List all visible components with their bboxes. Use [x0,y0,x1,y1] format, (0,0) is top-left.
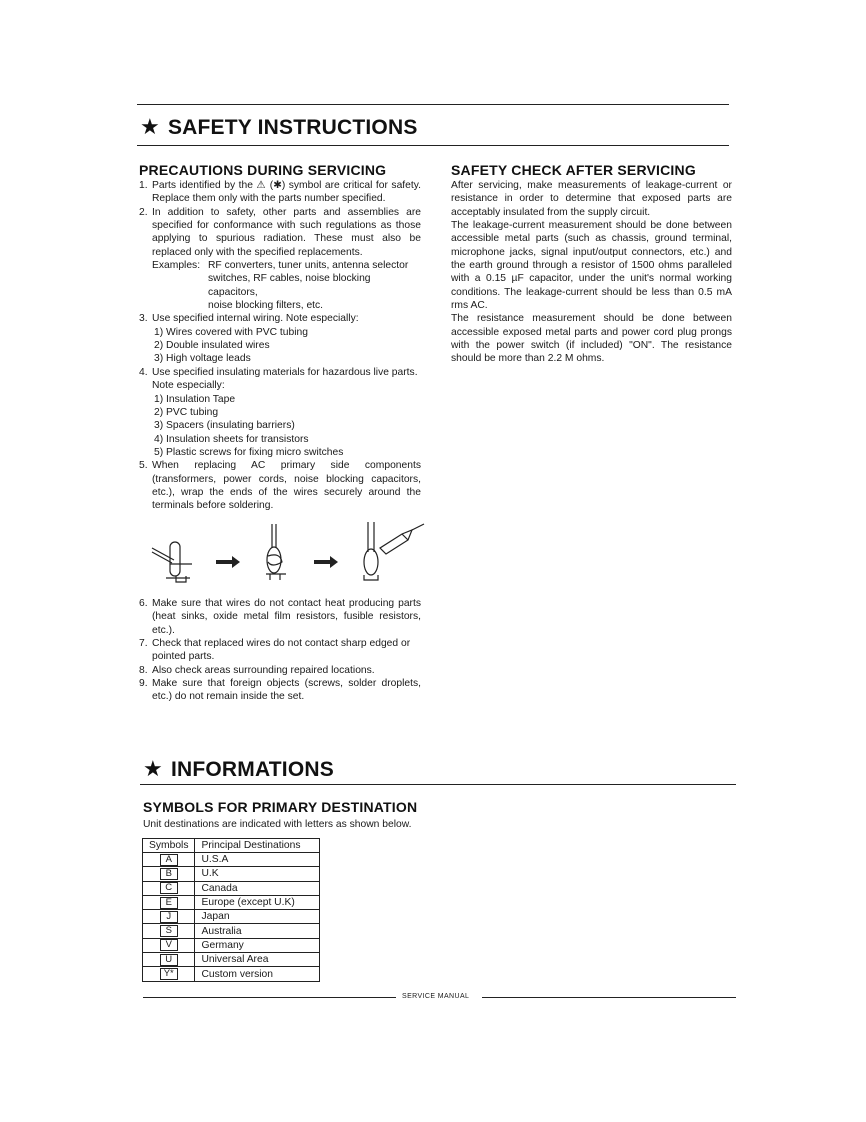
item-number: 7. [139,638,148,650]
destination-cell: Germany [195,938,320,952]
table-row [143,924,320,938]
sub-item: 2) Double insulated wires [154,340,270,352]
symbols-heading: SYMBOLS FOR PRIMARY DESTINATION [143,799,418,815]
destination-cell: Canada [195,881,320,895]
item-text: Parts identified by the ⚠ (✱) symbol are critical for safety. Replace them only with the parts number specified. [152,180,421,205]
item-number: 8. [139,664,148,676]
item-number: 5. [139,460,148,472]
precaution-item-2 [139,206,421,313]
sub-item: 3) High voltage leads [154,353,251,365]
destination-cell: Custom version [195,967,320,981]
informations-title-text: INFORMATIONS [170,758,334,781]
item-text: Make sure that foreign objects (screws, solder droplets, etc.) do not remain inside the set. [152,678,421,703]
table-header-row [143,839,320,853]
precautions-list-continued [139,597,421,704]
terminal-wrapped-figure [266,524,286,580]
item-number: 2. [139,206,148,218]
safety-check-paragraph-2: The leakage-current measurement should be done between accessible metal parts (such as chassis, ground terminal, microphone jacks, signal input/output connectors, etc.) and the earth ground through a resistor of 1500 ohms paralleled with a 0.15 µF capacitor, under the unit's normal working conditions. The leakage-current should be less than 0.5 mA rms AC. [451,220,732,312]
item-text: When replacing AC primary side components (transformers, power cords, noise blocking capacitors, etc.), wrap the ends of the wires securely around the terminals before soldering. [152,460,421,512]
top-rule [137,104,729,105]
safety-check-text [451,179,732,366]
sub-item: 1) Insulation Tape [154,393,236,405]
sub-item: 5) Plastic screws for fixing micro switches [154,446,344,458]
symbol-code: E [160,897,178,909]
safety-title-rule [137,145,729,146]
precautions-heading: PRECAUTIONS DURING SERVICING [139,162,387,178]
destination-table [142,838,320,982]
sub-item: 3) Spacers (insulating barriers) [154,420,295,432]
precaution-item-7 [139,637,421,664]
table-row [143,881,320,895]
safety-check-paragraph-1: After servicing, make measurements of leakage-current or resistance in order to determine that exposed parts are acceptably insulated from the supply circuit. [451,180,732,218]
item-text: In addition to safety, other parts and assemblies are specified for conformance with such regulations as those applying to spurious radiation. These must also be replaced only with the specified replacements. [152,206,421,258]
precaution-item-9 [139,677,421,704]
table-row [143,938,320,952]
precaution-item-8 [139,664,421,677]
item-number: 9. [139,678,148,690]
note-label: Note especially: [152,380,225,392]
safety-title [140,114,418,140]
sub-item: 2) PVC tubing [154,406,219,418]
terminal-with-wire-figure [152,542,192,582]
precautions-list-2 [139,597,421,704]
table-row [143,953,320,967]
symbols-intro: Unit destinations are indicated with letters as shown below. [143,819,412,830]
star-icon: ★ [140,114,160,139]
destination-cell: Universal Area [195,953,320,967]
column-header-symbols: Symbols [143,839,195,853]
precaution-item-6 [139,597,421,637]
destination-cell: Europe (except U.K) [195,895,320,909]
table-row [143,967,320,981]
item-text: Make sure that wires do not contact heat producing parts (heat sinks, oxide metal film resistors, fusible resistors, etc.). [152,598,421,636]
symbol-code: S [160,925,178,937]
destination-cell: U.S.A [195,853,320,867]
precautions-list [139,179,421,513]
item-text: Check that replaced wires do not contact sharp edged or pointed parts. [152,638,411,663]
item-number: 6. [139,598,148,609]
precaution-item-5 [139,459,421,512]
symbol-code: C [160,882,178,894]
wire-wrapping-diagram [140,518,440,588]
destination-cell: Japan [195,910,320,924]
table-row [143,867,320,881]
symbol-code: B [160,868,178,880]
examples-line-3: noise blocking filters, etc. [208,300,324,312]
informations-title [143,756,334,782]
examples-line-1: RF converters, tuner units, antenna selector [208,260,409,272]
column-header-destinations: Principal Destinations [195,839,320,853]
footer-rule-left [143,997,396,998]
star-icon: ★ [143,756,163,781]
table-row [143,895,320,909]
table-row [143,910,320,924]
symbol-code: Y* [160,968,178,980]
destination-cell: U.K [195,867,320,881]
footer-rule-right [482,997,736,998]
safety-check-paragraph-3: The resistance measurement should be done between accessible exposed metal parts and power cord plug prongs with the power switch (if included) "ON". The resistance should be more than 2.2 M ohms. [451,313,732,365]
footer-label: SERVICE MANUAL [402,993,470,1000]
item-text: Use specified insulating materials for hazardous live parts. [152,366,418,378]
precautions-list-block [139,179,421,513]
examples-label: Examples: [152,260,201,272]
safety-check-heading: SAFETY CHECK AFTER SERVICING [451,162,696,178]
precaution-item-4 [139,366,421,459]
item-text: Also check areas surrounding repaired locations. [152,664,375,676]
safety-title-text: SAFETY INSTRUCTIONS [167,116,418,139]
symbol-code: A [160,854,178,866]
table-row [143,853,320,867]
item-number: 1. [139,180,148,191]
precaution-item-1 [139,179,421,206]
symbol-code: U [160,954,178,966]
item-number: 3. [139,313,148,325]
right-arrow-icon [216,556,240,568]
right-arrow-icon [314,556,338,568]
informations-title-rule [140,784,736,785]
examples-line-2: switches, RF cables, noise blocking capacitors, [208,273,371,298]
destination-cell: Australia [195,924,320,938]
symbol-code: V [160,939,178,951]
soldering-iron-figure [364,522,424,580]
sub-item: 4) Insulation sheets for transistors [154,433,309,445]
examples-row [152,259,421,272]
sub-item: 1) Wires covered with PVC tubing [154,326,308,338]
precaution-item-3 [139,312,421,365]
item-text: Use specified internal wiring. Note especially: [152,313,359,325]
item-number: 4. [139,366,148,378]
symbol-code: J [160,911,178,923]
